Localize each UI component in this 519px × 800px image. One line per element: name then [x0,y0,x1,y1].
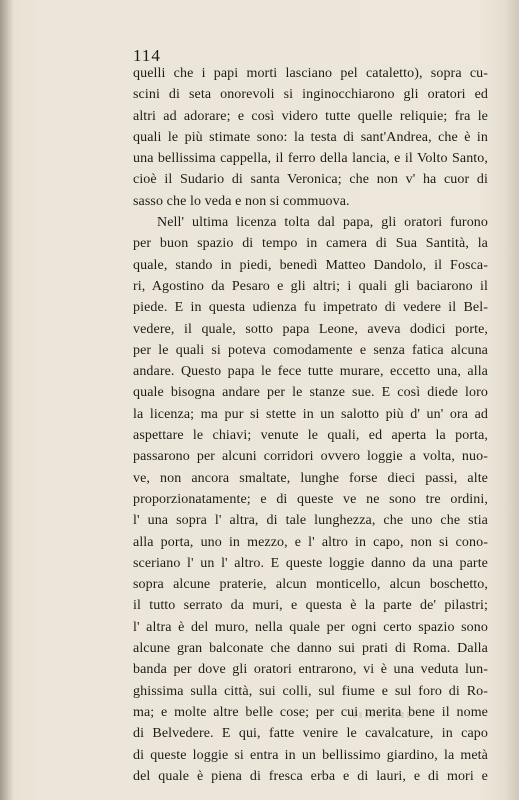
text-line: di queste loggie si entra in un bellissimo giardino, la metà [133,747,488,763]
text-line: banda per dove gli oratori entrarono, vi è una veduta lun- [133,662,488,678]
text-line: l' altra è del muro, nella quale per ogni certo spazio sono [133,619,488,635]
text-line: quali le più stimate sono: la testa di sant'Andrea, che è in [133,129,488,145]
text-line: per le quali si poteva comodamente e senza fatica alcuna [133,342,488,358]
text-line: sopra alcune praterie, alcun monticello, alcun boschetto, [133,577,488,593]
text-line: quale, stando in piedi, benedì Matteo Dandolo, il Fosca- [133,257,488,273]
text-line: alcune gran balconate che danno sui prati di Roma. Dalla [133,641,488,657]
paragraph-start-line: Nell' ultima licenza tolta dal papa, gli oratori furono [157,215,488,231]
text-line: ma; e molte altre belle cose; per cui merita bene il nome [133,704,488,720]
text-line: quelli che i papi morti lasciano pel cataletto), sopra cu- [133,66,488,81]
text-line: del quale è piena di fresca erba e di lauri, e di mori e [133,768,488,784]
text-line: cioè il Sudario di santa Veronica; che non v' ha cuor di [133,172,488,188]
text-line: andare. Questo papa le fece tutte murare, eccetto una, alla [133,364,488,380]
text-line: ve, non ancora smaltate, lunghe forse dieci passi, alte [133,470,488,486]
text-line: di Belvedere. E qui, fatte venire le cavalcature, in capo [133,726,488,742]
text-line: il tutto serrato da muri, e questa è la parte de' pilastri; [133,598,488,614]
text-line: alla porta, uno in mezzo, e l' altro in capo, non si cono- [133,534,488,550]
text-line: una bellissima cappella, il ferro della lancia, e il Volto Santo, [133,151,488,167]
text-line: altri ad adorare; e così videro tutte quelle reliquie; fra le [133,108,488,124]
text-line: la licenza; ma pur si stette in un salotto più d' un' ora ad [133,406,488,422]
text-line: proporzionatamente; e di queste ve ne sono tre ordini, [133,491,488,507]
text-line: quale bisogna andare per le stanze sue. E così diede loro [133,385,488,401]
page-number: 114 [133,46,161,65]
spine-shadow [0,0,14,800]
text-line: passarono per alcuni corridori ovvero loggie a volta, nuo- [133,449,488,465]
body-text [133,63,488,787]
text-line: ghissima sulla città, sui colli, sul fiume e sul foro di Ro- [133,683,488,699]
text-line: scini di seta onorevoli si inginocchiarono gli oratori ed [133,87,488,103]
text-line: ri, Agostino da Pesaro e gli altri; i quali gli baciarono il [133,278,488,294]
text-line: sceriano l' un l' altro. E queste loggie danno da una parte [133,555,488,571]
text-line: l' una sopra l' altra, di tale lunghezza, che uno che stia [133,513,488,529]
text-line: piede. E in questa udienza fu impetrato di vedere il Bel- [133,300,488,316]
text-line: sasso che lo veda e non si commuova. [133,193,350,209]
text-line: per buon spazio di tempo in camera di Sua Santità, la [133,236,488,252]
text-line: aspettare le chiavi; venute le quali, ed aperta la porta, [133,428,488,444]
text-line: vedere, il quale, sotto papa Leone, aveva dodici porte, [133,321,488,337]
show-through-mark [353,712,413,718]
